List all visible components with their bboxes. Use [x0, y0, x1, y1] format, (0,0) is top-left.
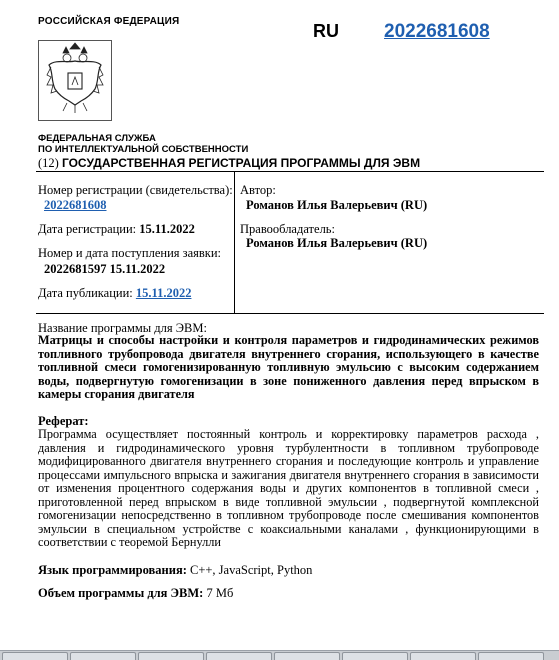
- language-value: C++, JavaScript, Python: [190, 563, 313, 577]
- agency-line-2: ПО ИНТЕЛЛЕКТУАЛЬНОЙ СОБСТВЕННОСТИ: [38, 144, 249, 155]
- divider: [36, 313, 544, 314]
- publication-row: [38, 286, 191, 301]
- reg-date-value: 15.11.2022: [139, 222, 195, 236]
- document-kind: [38, 156, 420, 171]
- author-value: Романов Илья Валерьевич (RU): [246, 198, 428, 212]
- size-label: Объем программы для ЭВМ:: [38, 586, 204, 600]
- reg-date-label: Дата регистрации:: [38, 222, 137, 236]
- language-row: [38, 563, 312, 578]
- program-name-label: Название программы для ЭВМ:: [38, 321, 207, 335]
- reg-number-value-link[interactable]: 2022681608: [44, 198, 107, 212]
- size-value: 7 Мб: [206, 586, 234, 600]
- registration-number-link[interactable]: 2022681608: [384, 21, 490, 42]
- program-name-value: Матрицы и способы настройки и контроля параметров и гидродинамических режимов топливного трубопровода двигателя внутреннего сгорания, использующего в качестве топливной смеси гомогенизированную топливную эмульсию с высоким содержанием воды, подвергнутую гомогенизации в зоне пониженного давления перед впрыском в камеры сгорания двигателя: [38, 333, 539, 401]
- kind-title: ГОСУДАРСТВЕННАЯ РЕГИСТРАЦИЯ ПРОГРАММЫ ДЛЯ ЭВМ: [61, 156, 421, 170]
- agency-line-1: ФЕДЕРАЛЬНАЯ СЛУЖБА: [38, 133, 156, 144]
- coat-of-arms-icon: [38, 40, 112, 121]
- application-label: Номер и дата поступления заявки:: [38, 246, 222, 260]
- country-code: RU: [313, 21, 339, 41]
- reg-number-label: Номер регистрации (свидетельства):: [38, 183, 233, 197]
- owner-label: Правообладатель:: [240, 222, 335, 236]
- country-name: РОССИЙСКАЯ ФЕДЕРАЦИЯ: [38, 16, 180, 27]
- divider: [234, 172, 235, 313]
- publication-label: Дата публикации:: [38, 286, 133, 300]
- size-row: [38, 586, 233, 601]
- owner-value: Романов Илья Валерьевич (RU): [246, 236, 428, 250]
- abstract-label: Реферат:: [38, 414, 89, 428]
- publication-date-link[interactable]: 15.11.2022: [135, 286, 192, 300]
- language-label: Язык программирования:: [38, 563, 187, 577]
- author-label: Автор:: [240, 183, 276, 197]
- divider: [36, 171, 544, 172]
- application-value: 2022681597 15.11.2022: [44, 262, 166, 276]
- reg-date-row: [38, 222, 195, 237]
- kind-code: (12): [38, 156, 59, 170]
- abstract-value: Программа осуществляет постоянный контроль и корректировку параметров расхода , давления и гидродинамического уровня турбулентности в топливном трубопроводе модифицированного двигателя внутреннего сгорания и последующие контроль и управление процессами импульсного впрыска и зажигания двигателя внутреннего сгорания в зависимости от изменения процентного содержания воды и других компонентов в топливной смеси , приготовленной перед впрыском в виде топливной эмульсии , подвергнутой комплексной гомогенизации непосредственно в топливном трубопроводе после смешивания компонентов эмульсии в специальном устройстве с коаксиальными каналами , функционирующими в соответствии с теоремой Бернулли: [38, 427, 539, 549]
- agency-name: [38, 133, 248, 155]
